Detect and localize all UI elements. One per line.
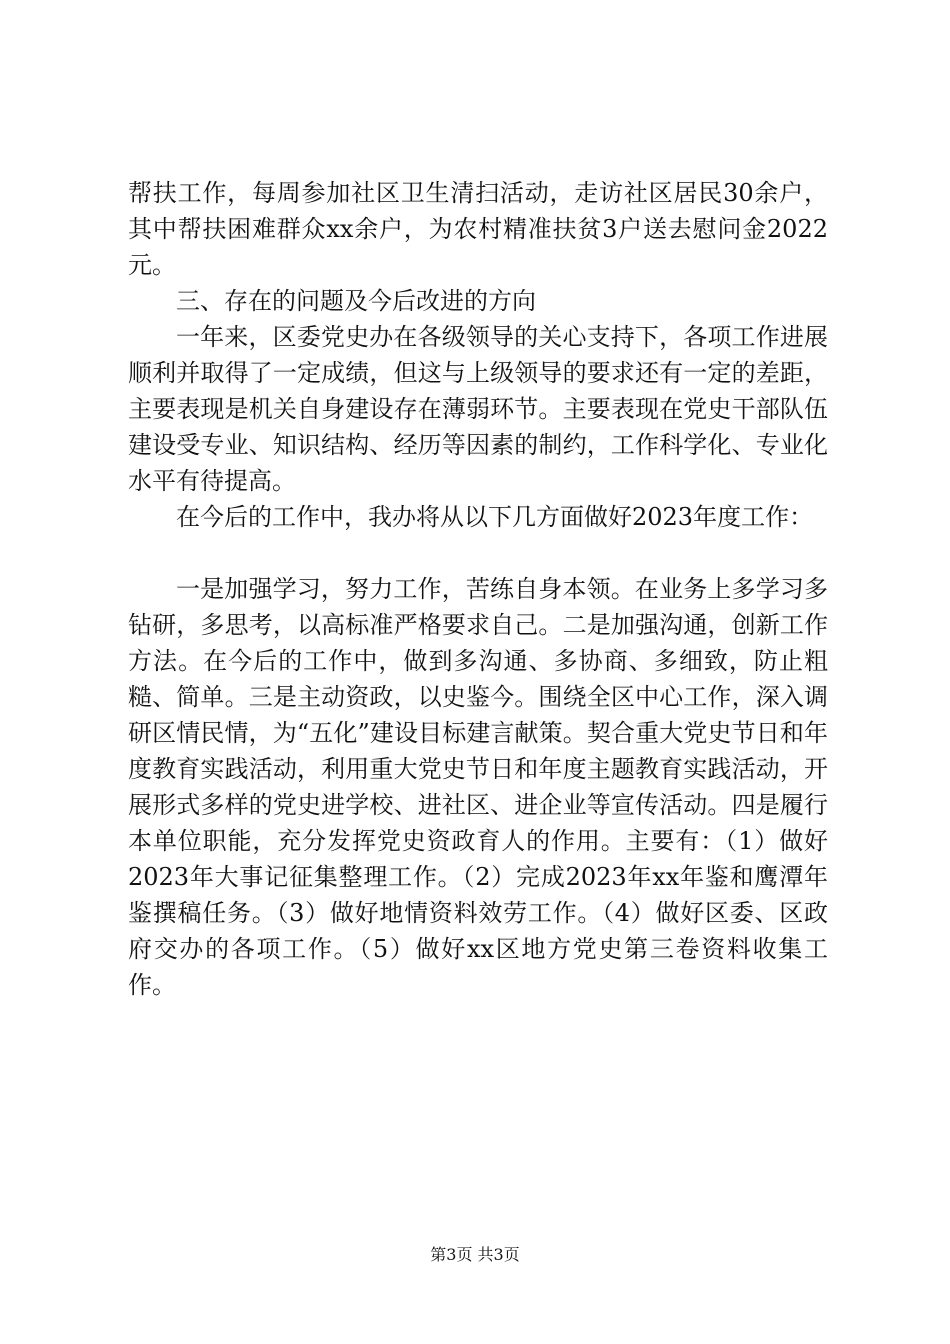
document-body [128, 175, 828, 1003]
page-footer: 第3页 共3页 [430, 1245, 520, 1264]
paragraph-spacer [128, 535, 828, 571]
paragraph-assistance-work: 帮扶工作，每周参加社区卫生清扫活动，走访社区居民30余户，其中帮扶困难群众xx余户，为农村精准扶贫3户送去慰问金2022元。 [128, 179, 828, 279]
paragraph-future-intro: 在今后的工作中，我办将从以下几方面做好2023年度工作： [176, 503, 814, 531]
section-heading-problems: 三、存在的问题及今后改进的方向 [176, 287, 536, 315]
paragraph-achievements-gaps: 一年来，区委党史办在各级领导的关心支持下，各项工作进展顺利并取得了一定成绩，但这与上级领导的要求还有一定的差距，主要表现是机关自身建设存在薄弱环节。主要表现在党史干部队伍建设受专业、知识结构、经历等因素的制约，工作科学化、专业化水平有待提高。 [128, 323, 828, 495]
paragraph-future-plans: 一是加强学习，努力工作，苦练自身本领。在业务上多学习多钻研，多思考，以高标准严格要求自己。二是加强沟通，创新工作方法。在今后的工作中，做到多沟通、多协商、多细致，防止粗糙、简单。三是主动资政，以史鉴今。围绕全区中心工作，深入调研区情民情，为“五化”建设目标建言献策。契合重大党史节日和年度教育实践活动，利用重大党史节日和年度主题教育实践活动，开展形式多样的党史进学校、进社区、进企业等宣传活动。四是履行本单位职能，充分发挥党史资政育人的作用。主要有：（1）做好2023年大事记征集整理工作。（2）完成2023年xx年鉴和鹰潭年鉴撰稿任务。（3）做好地情资料效劳工作。（4）做好区委、区政府交办的各项工作。（5）做好xx区地方党史第三卷资料收集工作。 [128, 575, 828, 999]
